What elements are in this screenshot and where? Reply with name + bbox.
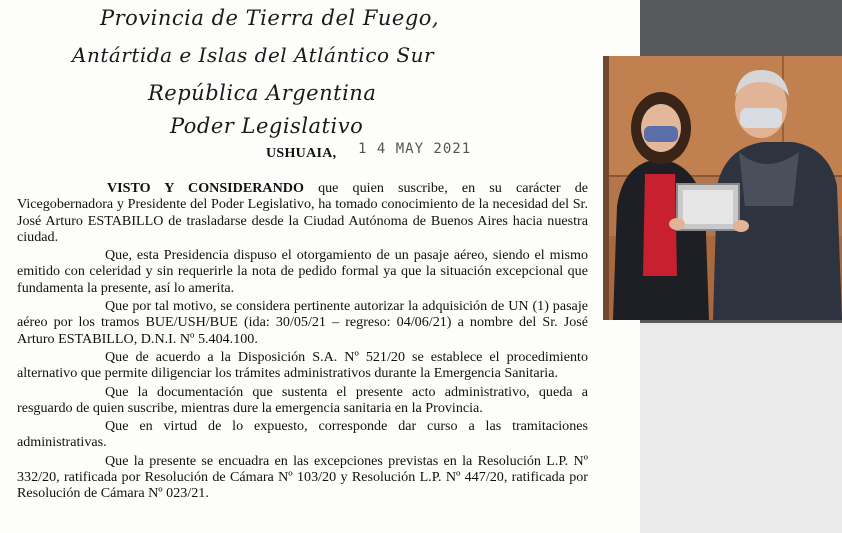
photo-illustration [603, 56, 842, 320]
paragraph-4: Que de acuerdo a la Disposición S.A. Nº 521/20 se establece el procedimiento alternativo que permite diligenciar los trámites administrativos durante la Emergencia Sanitaria. [17, 348, 588, 382]
paragraph-6: Que en virtud de lo expuesto, corresponde dar curso a las tramitaciones administrativas. [17, 418, 588, 451]
date-stamp: 1 4 MAY 2021 [358, 141, 472, 157]
location-label: USHUAIA, [266, 146, 337, 161]
paragraph-5: Que la documentación que sustenta el presente acto administrativo, queda a resguardo de quien suscribe, mientras dure la emergencia sanitaria en la Provincia. [17, 383, 588, 416]
photo-two-people-with-plaque [603, 56, 842, 320]
paragraph-1-text: que quien suscribe, en su carácter de Vicegobernadora y Presidente del Poder Legislativo, ha tomado conocimiento de la necesidad del Sr. José Arturo ESTABILLO de trasladarse desde la Ciudad Autónoma de Buenos Aires hacia nuestra ciudad. [17, 180, 588, 245]
paragraph-7: Que la presente se encuadra en las excepciones previstas en la Resolución L.P. Nº 332/20, ratificada por Resolución de Cámara Nº 103/20 y Resolución L.P. Nº 447/20, ratificada por Resolución de Cámara Nº 023/21. [17, 452, 588, 502]
header-country: República Argentina [148, 81, 377, 105]
light-panel [640, 323, 842, 533]
header-territory: Antártida e Islas del Atlántico Sur [72, 43, 435, 67]
document-body [17, 180, 588, 504]
paragraph-2: Que, esta Presidencia dispuso el otorgamiento de un pasaje aéreo, siendo el mismo emitido con celeridad y sin requerirle la nota de pedido formal ya que la situación excepcional que fundamenta la presente, así lo amerita. [17, 247, 588, 296]
paragraph-1 [17, 180, 588, 245]
paragraph-1-lead: VISTO Y CONSIDERANDO [107, 180, 304, 196]
header-branch: Poder Legislativo [170, 114, 364, 138]
header-province: Provincia de Tierra del Fuego, [100, 6, 440, 30]
paragraph-3: Que por tal motivo, se considera pertinente autorizar la adquisición de UN (1) pasaje aéreo por los tramos BUE/USH/BUE (ida: 30/05/21 – regreso: 04/06/21) a nombre del Sr. José Arturo ESTABILLO, D.N.I. Nº 5.404.100. [17, 298, 588, 347]
